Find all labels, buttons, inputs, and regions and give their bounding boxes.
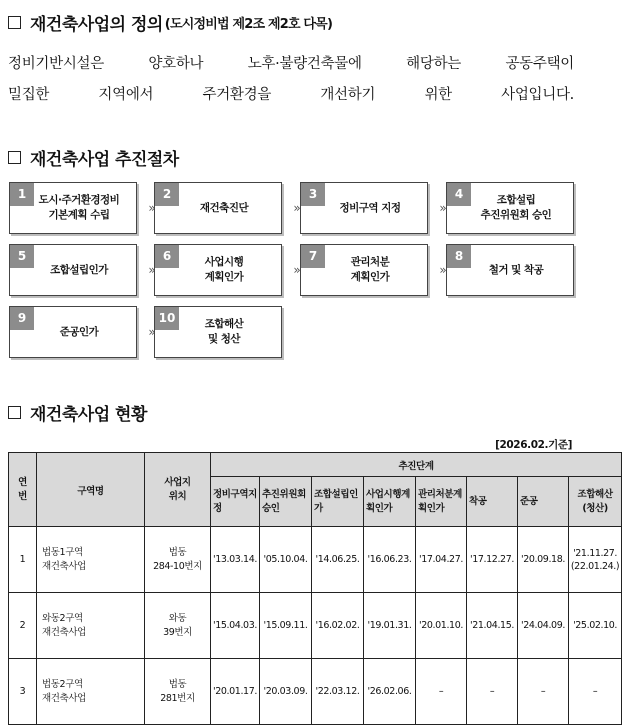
checkbox-icon [8,406,21,419]
stage-date: '21.11.27. (22.01.24.) [569,527,622,593]
stage-date: – [416,659,467,725]
step-label: 준공인가 [59,325,99,338]
procedure-step-9 [9,306,137,358]
site-location: 법동 284-10번지 [145,527,211,593]
next-arrow-icon: » [293,201,299,215]
header-stage: 조합해산 (청산) [569,477,622,527]
step-label: 조합설립인가 [50,263,108,276]
step-number: 3 [301,183,325,206]
step-label: 조합해산 및 청산 [204,318,244,345]
stage-date: – [569,659,622,725]
header-stage: 관리처분계획인가 [416,477,467,527]
definition-heading [8,10,332,35]
stage-date: '25.02.10. [569,593,622,659]
row-number: 1 [9,527,37,593]
definition-line-2: 밀집한 지역에서 주거환경을 개선하기 위한 사업입니다. [8,87,574,103]
stage-date: '16.02.02. [312,593,364,659]
status-heading [8,400,147,425]
procedure-step-3 [300,182,428,234]
next-arrow-icon: » [148,325,154,339]
site-location: 법동 281번지 [145,659,211,725]
definition-law-reference: (도시정비법 제2조 제2호 다목) [164,17,333,32]
step-label: 조합설립 추진위원회 승인 [480,194,552,221]
procedure-step-1 [9,182,137,234]
step-number: 1 [10,183,34,206]
next-arrow-icon: » [148,201,154,215]
checkbox-icon [8,151,21,164]
header-area: 구역명 [37,453,145,527]
stage-date: '21.04.15. [467,593,518,659]
procedure-step-10 [154,306,282,358]
stage-date: – [518,659,569,725]
definition-title: 재건축사업의 정의 [30,15,163,35]
header-stage: 착공 [467,477,518,527]
as-of-date: [2026.02.기준] [495,439,572,451]
procedure-heading [8,145,179,170]
header-stage: 준공 [518,477,569,527]
step-number: 9 [10,307,34,330]
status-table [8,452,622,725]
table-row [9,593,622,659]
stage-date: '17.12.27. [467,527,518,593]
step-number: 6 [155,245,179,268]
row-number: 2 [9,593,37,659]
procedure-step-4 [446,182,574,234]
area-name: 와동2구역 재건축사업 [37,593,145,659]
row-number: 3 [9,659,37,725]
area-name: 법동1구역 재건축사업 [37,527,145,593]
stage-date: – [467,659,518,725]
stage-date: '05.10.04. [260,527,312,593]
checkbox-icon [8,16,21,29]
procedure-step-5 [9,244,137,296]
step-label: 정비구역 지정 [339,201,401,214]
stage-date: '16.06.23. [364,527,416,593]
stage-date: '26.02.06. [364,659,416,725]
step-number: 4 [447,183,471,206]
stage-date: '13.03.14. [211,527,260,593]
procedure-step-6 [154,244,282,296]
table-row [9,659,622,725]
procedure-step-7 [300,244,428,296]
header-stage: 조합설립인가 [312,477,364,527]
stage-date: '14.06.25. [312,527,364,593]
header-no: 연번 [9,453,37,527]
site-location: 와동 39번지 [145,593,211,659]
status-title: 재건축사업 현황 [30,405,147,425]
procedure-step-8 [446,244,574,296]
stage-date: '20.01.17. [211,659,260,725]
area-name: 법동2구역 재건축사업 [37,659,145,725]
next-arrow-icon: » [148,263,154,277]
step-label: 도시·주거환경정비 기본계획 수립 [38,194,120,221]
procedure-title: 재건축사업 추진절차 [30,150,179,170]
step-number: 2 [155,183,179,206]
stage-date: '24.04.09. [518,593,569,659]
step-number: 5 [10,245,34,268]
next-arrow-icon: » [293,263,299,277]
header-stage: 추진위원회승인 [260,477,312,527]
stage-date: '15.09.11. [260,593,312,659]
stage-date: '19.01.31. [364,593,416,659]
step-label: 재건축진단 [199,201,249,214]
step-number: 8 [447,245,471,268]
step-number: 10 [155,307,179,330]
definition-line-1: 정비기반시설은 양호하나 노후·불량건축물에 해당하는 공동주택이 [8,56,574,72]
header-progress: 추진단계 [211,453,622,477]
header-stage: 정비구역지정 [211,477,260,527]
stage-date: '15.04.03. [211,593,260,659]
step-number: 7 [301,245,325,268]
step-label: 관리처분 계획인가 [350,256,390,283]
header-stage: 사업시행계획인가 [364,477,416,527]
step-label: 사업시행 계획인가 [204,256,244,283]
stage-date: '20.01.10. [416,593,467,659]
procedure-step-2 [154,182,282,234]
step-label: 철거 및 착공 [488,263,544,276]
stage-date: '22.03.12. [312,659,364,725]
next-arrow-icon: » [439,201,445,215]
next-arrow-icon: » [439,263,445,277]
header-location: 사업지 위치 [145,453,211,527]
stage-date: '20.09.18. [518,527,569,593]
table-row [9,527,622,593]
stage-date: '17.04.27. [416,527,467,593]
stage-date: '20.03.09. [260,659,312,725]
